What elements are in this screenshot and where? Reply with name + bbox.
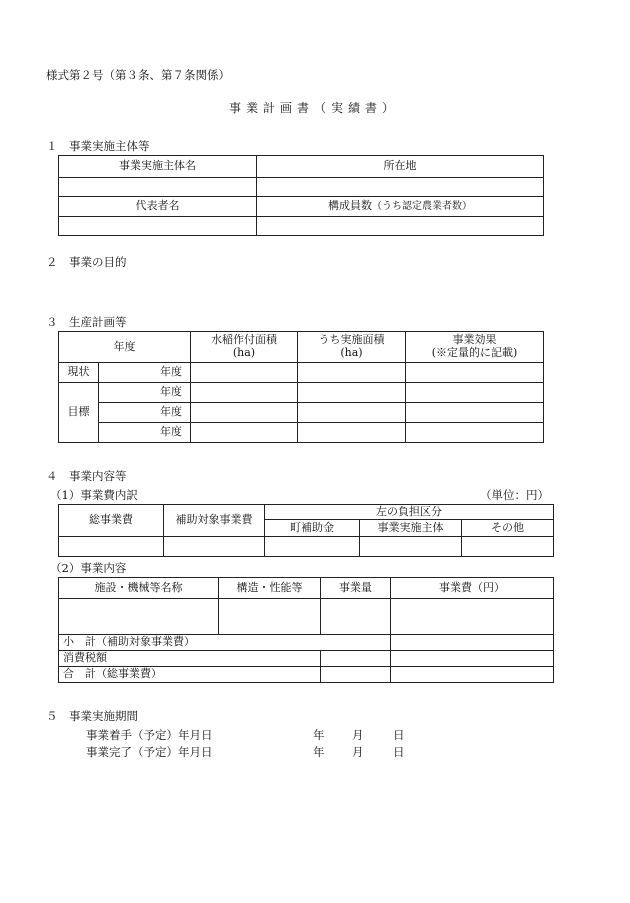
- current-year-cell[interactable]: 年度: [99, 363, 191, 383]
- start-month-label: 月: [352, 728, 364, 742]
- target-effect-cell-1[interactable]: [406, 383, 544, 403]
- end-month-label: 月: [352, 745, 364, 759]
- other-burden-header: その他: [462, 520, 554, 537]
- target-implemented-cell-1[interactable]: [298, 383, 406, 403]
- section3-heading: ３ 生産計画等: [46, 315, 127, 329]
- current-effect-cell[interactable]: [406, 363, 544, 383]
- start-day-label: 日: [393, 728, 405, 742]
- members-note: （うち認定農業者数）: [372, 201, 472, 213]
- section2-heading: ２ 事業の目的: [46, 255, 127, 269]
- cost-cell[interactable]: [391, 599, 554, 635]
- town-subsidy-cell[interactable]: [265, 537, 360, 557]
- target-year-cell-1[interactable]: 年度: [99, 383, 191, 403]
- entity-table: [58, 155, 544, 236]
- members-header: [257, 197, 544, 217]
- planted-area-label: 水稲作付面積: [211, 333, 277, 347]
- tax-label: 消費税額: [59, 651, 321, 667]
- implemented-area-header: [298, 332, 406, 363]
- section1-heading: １ 事業実施主体等: [46, 139, 150, 153]
- implemented-area-label: うち実施面積: [318, 333, 385, 347]
- target-effect-cell-3[interactable]: [406, 423, 544, 443]
- total-cost-cell[interactable]: [59, 537, 164, 557]
- representative-header: 代表者名: [59, 197, 257, 217]
- burden-header: 左の負担区分: [265, 505, 554, 520]
- address-cell[interactable]: [257, 178, 544, 197]
- implemented-area-unit: (ha): [340, 346, 363, 359]
- target-implemented-cell-2[interactable]: [298, 403, 406, 423]
- effect-note: (※定量的に記載): [431, 346, 518, 359]
- project-content-table: [58, 577, 554, 683]
- form-number: 様式第２号（第３条、第７条関係）: [46, 68, 230, 82]
- town-subsidy-header: 町補助金: [265, 520, 360, 537]
- total-label: 合 計（総事業費）: [59, 667, 321, 683]
- unit-label: （単位：円）: [480, 488, 549, 502]
- entity-burden-cell[interactable]: [360, 537, 462, 557]
- tax-blank-cell: [321, 651, 391, 667]
- total-cell[interactable]: [391, 667, 554, 683]
- target-effect-cell-2[interactable]: [406, 403, 544, 423]
- planted-area-unit: (ha): [232, 346, 256, 359]
- address-header: 所在地: [257, 156, 544, 178]
- subtotal-cell[interactable]: [391, 635, 554, 651]
- section5-heading: ５ 事業実施期間: [46, 709, 138, 723]
- facility-header: 施設・機械等名称: [59, 578, 219, 599]
- target-planted-cell-1[interactable]: [191, 383, 298, 403]
- target-planted-cell-3[interactable]: [191, 423, 298, 443]
- current-implemented-cell[interactable]: [298, 363, 406, 383]
- quantity-header: 事業量: [321, 578, 391, 599]
- representative-cell[interactable]: [59, 217, 257, 236]
- effect-label: 事業効果: [452, 333, 497, 347]
- end-date-label: 事業完了（予定）年月日: [86, 745, 213, 759]
- project-content-heading: （2）事業内容: [50, 561, 127, 575]
- target-label: 目標: [59, 383, 99, 443]
- section4-heading: ４ 事業内容等: [46, 469, 127, 483]
- start-date-label: 事業着手（予定）年月日: [86, 728, 213, 742]
- end-day-label: 日: [393, 745, 405, 759]
- cost-header: 事業費（円）: [391, 578, 554, 599]
- cost-breakdown-table: [58, 504, 554, 557]
- structure-cell[interactable]: [219, 599, 321, 635]
- target-year-cell-3[interactable]: 年度: [99, 423, 191, 443]
- tax-cell[interactable]: [391, 651, 554, 667]
- current-label: 現状: [59, 363, 99, 383]
- end-year-label: 年: [313, 745, 325, 759]
- structure-header: 構造・性能等: [219, 578, 321, 599]
- planted-area-header: [191, 332, 298, 363]
- current-planted-cell[interactable]: [191, 363, 298, 383]
- subtotal-label: 小 計（補助対象事業費）: [59, 635, 391, 651]
- effect-header: [406, 332, 544, 363]
- entity-name-cell[interactable]: [59, 178, 257, 197]
- subsidy-target-cell[interactable]: [164, 537, 265, 557]
- total-cost-header: 総事業費: [59, 505, 164, 537]
- total-blank-cell: [321, 667, 391, 683]
- subsidy-target-header: 補助対象事業費: [164, 505, 265, 537]
- cost-breakdown-heading: （1）事業費内訳: [50, 488, 138, 502]
- quantity-cell[interactable]: [321, 599, 391, 635]
- page-title: 事業計画書（実績書）: [229, 101, 400, 115]
- other-burden-cell[interactable]: [462, 537, 554, 557]
- entity-burden-header: 事業実施主体: [360, 520, 462, 537]
- start-year-label: 年: [313, 728, 325, 742]
- members-label: 構成員数: [328, 199, 372, 213]
- target-implemented-cell-3[interactable]: [298, 423, 406, 443]
- year-header: 年度: [59, 332, 191, 363]
- target-planted-cell-2[interactable]: [191, 403, 298, 423]
- facility-cell[interactable]: [59, 599, 219, 635]
- entity-name-header: 事業実施主体名: [59, 156, 257, 178]
- members-cell[interactable]: [257, 217, 544, 236]
- production-table: [58, 331, 544, 443]
- target-year-cell-2[interactable]: 年度: [99, 403, 191, 423]
